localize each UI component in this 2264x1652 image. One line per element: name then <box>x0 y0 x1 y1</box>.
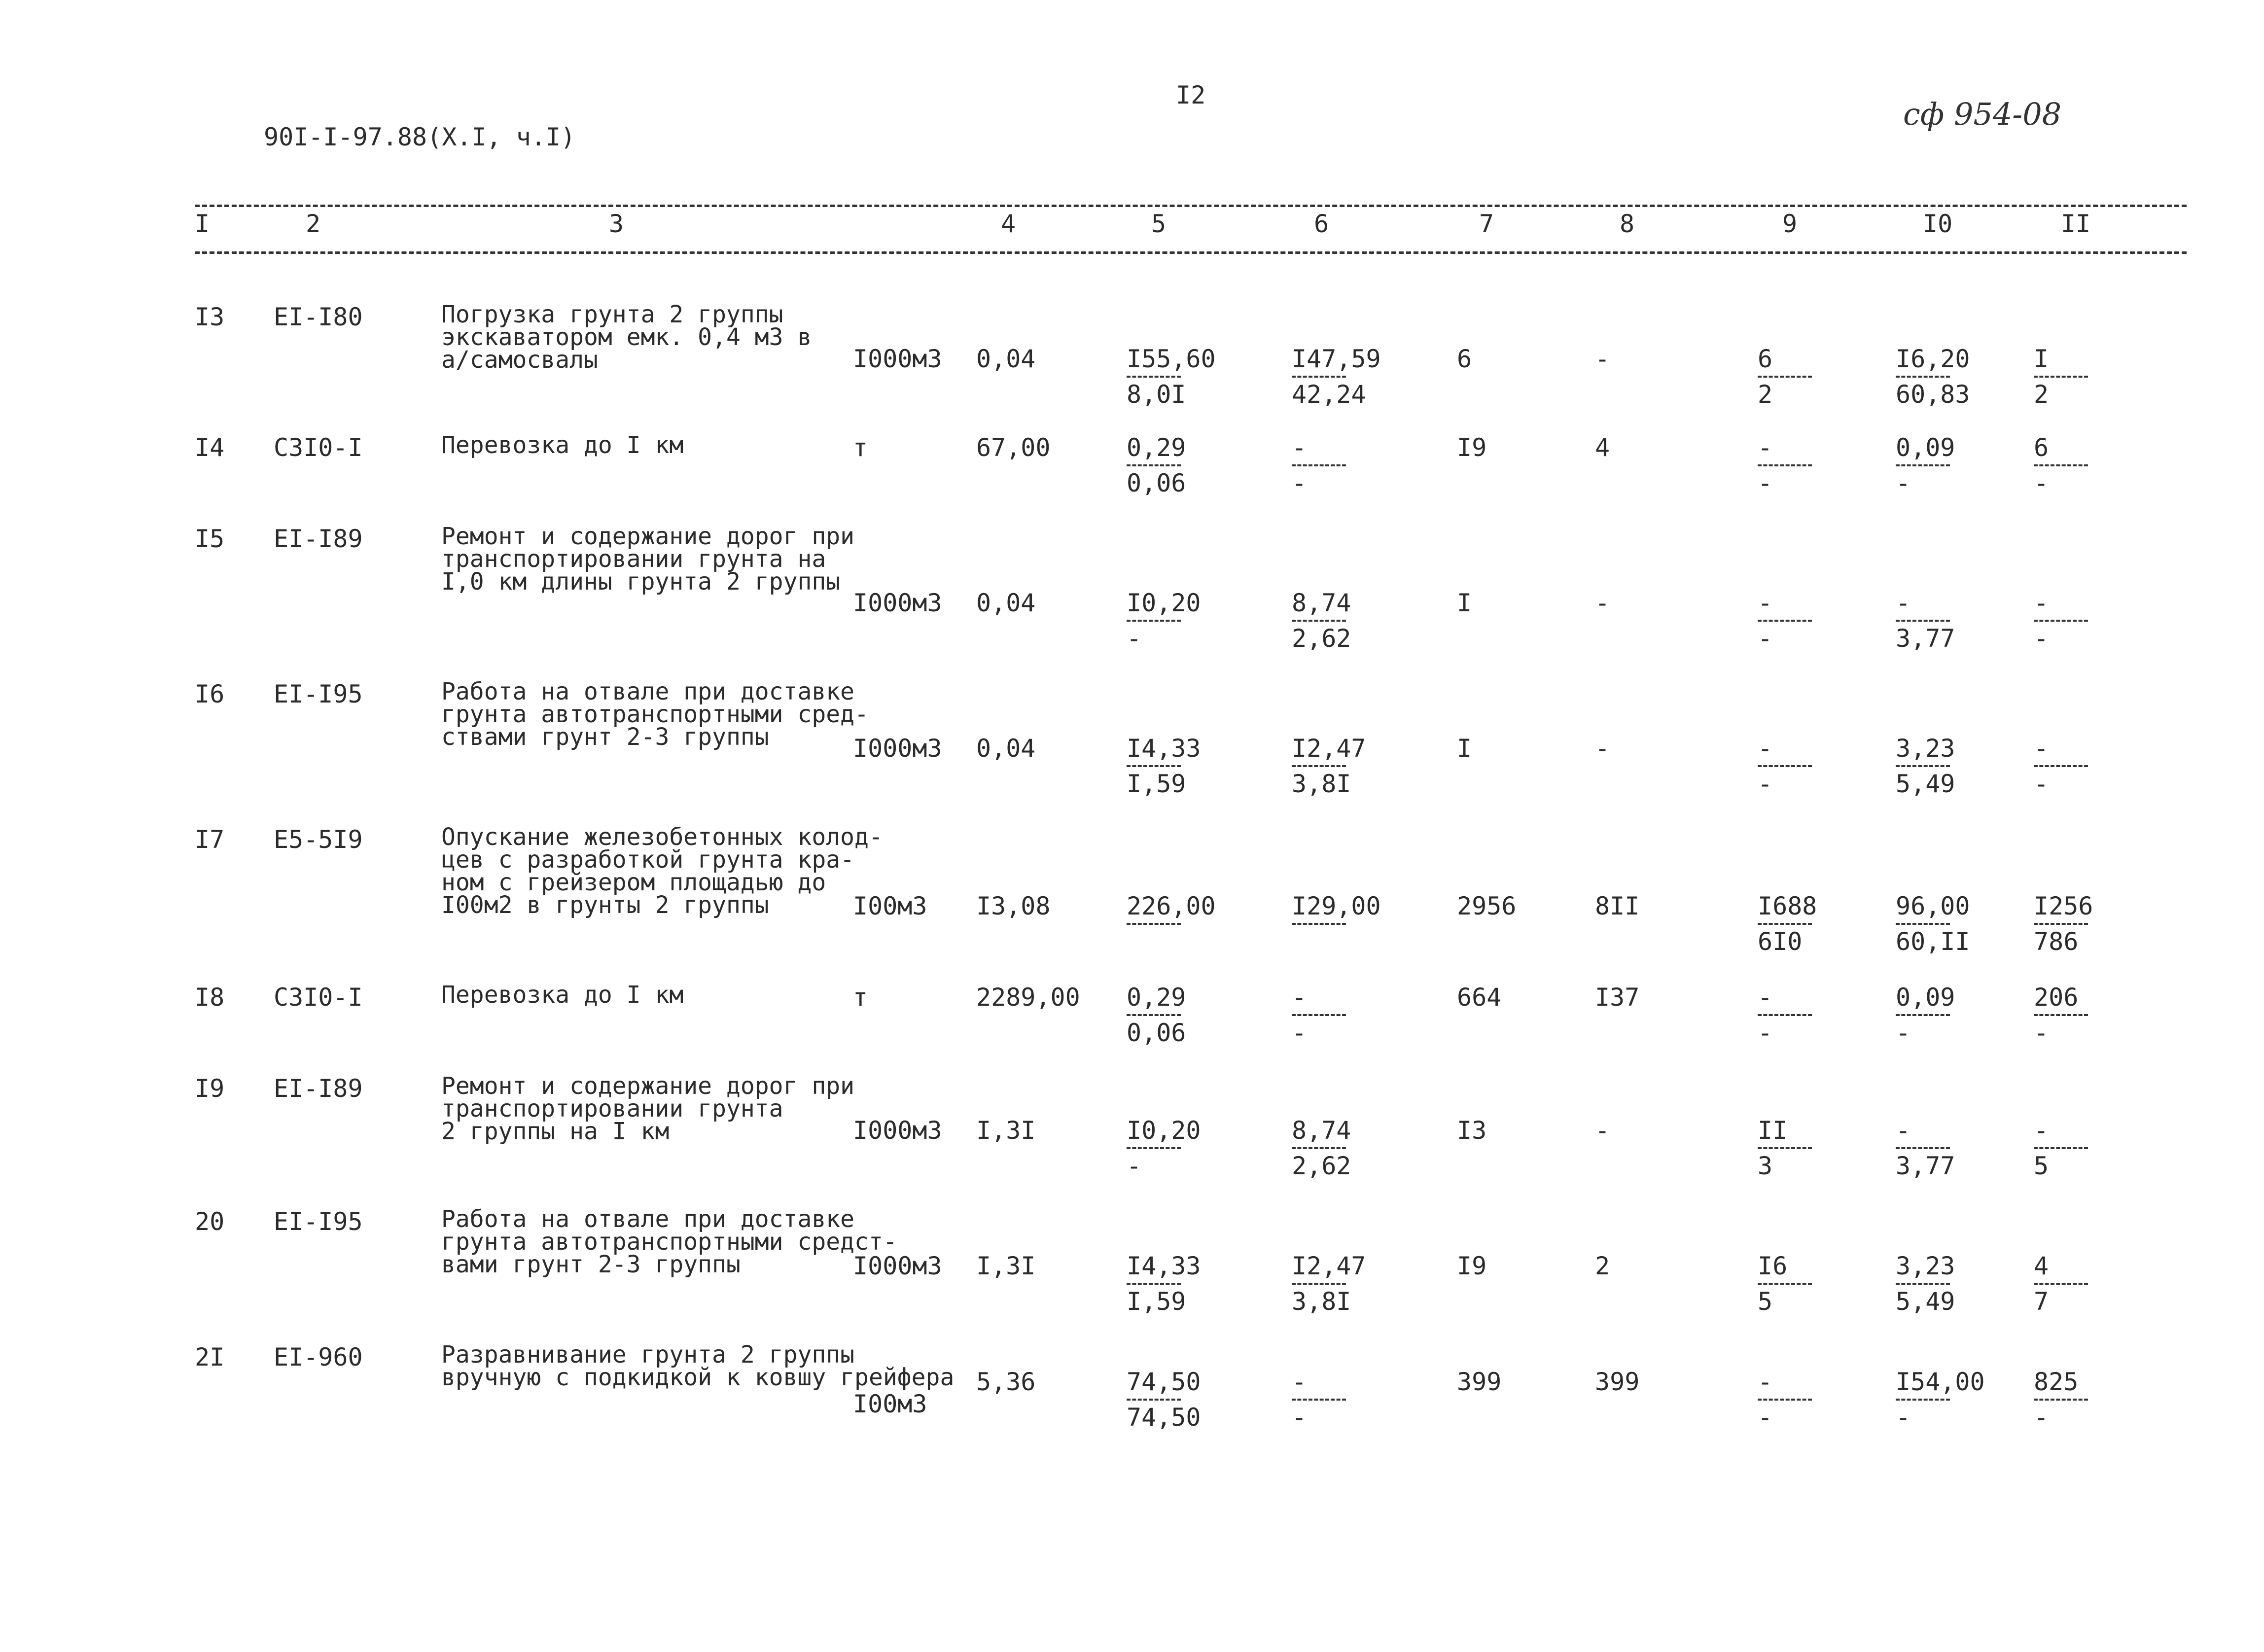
unit-cost-total-fraction-bar <box>1127 620 1181 622</box>
total-cost: I3 <box>1457 1116 1487 1145</box>
unit-cost-total <box>1127 589 1201 652</box>
quantity: 67,00 <box>976 433 1051 462</box>
unit-cost-machines <box>1292 735 1366 798</box>
unit-cost-total-numerator: I0,20 <box>1127 1116 1201 1145</box>
labour-total-denominator: 786 <box>2034 927 2079 956</box>
unit-cost-total <box>1127 1117 1201 1180</box>
norm-code: С3I0-I <box>274 433 363 462</box>
total-cost: I <box>1457 589 1472 617</box>
labour-total-numerator: - <box>2034 734 2049 763</box>
labour-per-unit-fraction-bar <box>1896 1147 1950 1149</box>
wages: - <box>1595 589 1610 617</box>
unit-cost-machines-numerator: - <box>1292 433 1307 462</box>
unit: I000м3 <box>853 734 942 763</box>
machine-operation-numerator: I6 <box>1758 1252 1788 1280</box>
unit-cost-total <box>1127 892 1216 955</box>
work-description: Разравнивание грунта 2 группы вручную с подкидкой к ковшу грейфера <box>441 1341 955 1391</box>
labour-total <box>2034 345 2088 408</box>
column-header-1: I <box>195 210 210 238</box>
labour-per-unit-denominator: 3,77 <box>1896 624 1955 653</box>
unit-cost-machines-denominator: 2,62 <box>1292 624 1351 653</box>
quantity: I,3I <box>976 1116 1036 1145</box>
unit-cost-total-fraction-bar <box>1127 376 1181 378</box>
labour-per-unit <box>1896 1252 1955 1315</box>
unit-cost-machines-fraction-bar <box>1292 1014 1346 1016</box>
labour-per-unit-fraction-bar <box>1896 1283 1950 1285</box>
labour-total <box>2034 984 2088 1047</box>
unit-cost-machines <box>1292 892 1381 955</box>
machine-operation <box>1758 1368 1812 1431</box>
wages: - <box>1595 734 1610 763</box>
labour-total-denominator: - <box>2034 624 2049 653</box>
machine-operation-denominator: - <box>1758 469 1773 497</box>
machine-operation <box>1758 735 1812 798</box>
labour-per-unit-fraction-bar <box>1896 1014 1950 1016</box>
work-description: Ремонт и содержание дорог при транспортировании грунта 2 группы на I км <box>441 1072 855 1145</box>
unit-cost-machines-fraction-bar <box>1292 765 1346 767</box>
unit: т <box>853 433 868 462</box>
unit-cost-machines-fraction-bar <box>1292 1147 1346 1149</box>
machine-operation-denominator: - <box>1758 1019 1773 1047</box>
work-description: Работа на отвале при доставке грунта автотранспортными средст- вами грунт 2-3 группы <box>441 1205 897 1278</box>
unit-cost-total-numerator: I0,20 <box>1127 589 1201 617</box>
labour-per-unit-fraction-bar <box>1896 1399 1950 1401</box>
labour-total-fraction-bar <box>2034 765 2088 767</box>
machine-operation-denominator: 3 <box>1758 1152 1773 1180</box>
unit-cost-total-fraction-bar <box>1127 464 1181 466</box>
machine-operation-fraction-bar <box>1758 1014 1812 1016</box>
norm-code: EI-I95 <box>274 1207 363 1236</box>
labour-per-unit-fraction-bar <box>1896 923 1950 925</box>
machine-operation-fraction-bar <box>1758 376 1812 378</box>
labour-per-unit-fraction-bar <box>1896 765 1950 767</box>
unit-cost-machines-denominator: 3,8I <box>1292 770 1351 798</box>
quantity: 5,36 <box>976 1368 1036 1396</box>
unit-cost-machines-denominator: 2,62 <box>1292 1152 1351 1180</box>
unit-cost-machines-denominator: 3,8I <box>1292 1287 1351 1316</box>
unit-cost-total-fraction-bar <box>1127 765 1181 767</box>
machine-operation-denominator: 2 <box>1758 380 1773 409</box>
unit-cost-total-numerator: I4,33 <box>1127 1252 1201 1280</box>
norm-code: E5-5I9 <box>274 825 363 854</box>
column-header-10: I0 <box>1923 210 1953 238</box>
machine-operation <box>1758 1252 1812 1315</box>
row-number: I3 <box>195 303 225 331</box>
norm-code: EI-960 <box>274 1343 363 1371</box>
work-description: Перевозка до I км <box>441 431 684 459</box>
machine-operation-denominator: - <box>1758 1403 1773 1432</box>
unit-cost-machines-denominator <box>1292 928 1381 955</box>
machine-operation <box>1758 892 1817 955</box>
labour-total-denominator: 2 <box>2034 380 2049 409</box>
unit: I00м3 <box>853 1390 927 1418</box>
unit-cost-machines <box>1292 1117 1351 1180</box>
row-number: I4 <box>195 433 225 462</box>
unit-cost-machines <box>1292 984 1346 1047</box>
column-header-7: 7 <box>1479 210 1494 238</box>
unit-cost-machines <box>1292 1252 1366 1315</box>
unit-cost-total-fraction-bar <box>1127 1399 1181 1401</box>
unit-cost-total-denominator: - <box>1127 624 1142 653</box>
column-header-3: 3 <box>609 210 624 238</box>
norm-code: EI-I89 <box>274 1074 363 1103</box>
unit-cost-total-denominator: I,59 <box>1127 1287 1186 1316</box>
column-header-6: 6 <box>1314 210 1329 238</box>
unit-cost-total <box>1127 345 1216 408</box>
unit-cost-total-denominator <box>1127 928 1216 955</box>
labour-total-numerator: I <box>2034 345 2049 373</box>
machine-operation <box>1758 434 1812 497</box>
row-number: 2I <box>195 1343 225 1371</box>
work-description: Погрузка грунта 2 группы экскаватором емк. 0,4 м3 в а/самосвалы <box>441 301 812 374</box>
labour-per-unit-numerator: I54,00 <box>1896 1368 1985 1396</box>
labour-total-fraction-bar <box>2034 464 2088 466</box>
wages: - <box>1595 345 1610 373</box>
machine-operation <box>1758 589 1812 652</box>
total-cost: 6 <box>1457 345 1472 373</box>
quantity: 0,04 <box>976 589 1036 617</box>
total-cost: I9 <box>1457 1252 1487 1280</box>
labour-per-unit-denominator: - <box>1896 1019 1911 1047</box>
labour-total-denominator: - <box>2034 469 2049 497</box>
labour-total-numerator: - <box>2034 1116 2049 1145</box>
unit-cost-machines-numerator: I2,47 <box>1292 734 1366 763</box>
unit-cost-machines-denominator: - <box>1292 1403 1307 1432</box>
wages: I37 <box>1595 983 1640 1012</box>
machine-operation <box>1758 984 1812 1047</box>
unit-cost-total-fraction-bar <box>1127 1283 1181 1285</box>
labour-total <box>2034 589 2088 652</box>
unit-cost-total-denominator: - <box>1127 1152 1142 1180</box>
total-cost: 399 <box>1457 1368 1502 1396</box>
labour-per-unit-denominator: 5,49 <box>1896 1287 1955 1316</box>
machine-operation-denominator: 5 <box>1758 1287 1773 1316</box>
labour-total-denominator: - <box>2034 770 2049 798</box>
unit-cost-total-denominator: 0,06 <box>1127 469 1186 497</box>
quantity: I,3I <box>976 1252 1036 1280</box>
labour-total-fraction-bar <box>2034 1014 2088 1016</box>
row-number: 20 <box>195 1207 225 1236</box>
labour-total <box>2034 1252 2088 1315</box>
labour-per-unit-numerator: 96,00 <box>1896 892 1970 920</box>
labour-per-unit-numerator: 3,23 <box>1896 734 1955 763</box>
unit-cost-machines-numerator: - <box>1292 983 1307 1012</box>
labour-per-unit <box>1896 892 1970 955</box>
unit: I00м3 <box>853 892 927 920</box>
wages: - <box>1595 1116 1610 1145</box>
unit: I000м3 <box>853 345 942 373</box>
unit-cost-total-denominator: 0,06 <box>1127 1019 1186 1047</box>
machine-operation-fraction-bar <box>1758 923 1812 925</box>
column-header-4: 4 <box>1001 210 1016 238</box>
machine-operation-numerator: - <box>1758 734 1773 763</box>
handwritten-mark: сф 954-08 <box>1903 96 2062 132</box>
labour-per-unit-denominator: 5,49 <box>1896 770 1955 798</box>
labour-total-fraction-bar <box>2034 1147 2088 1149</box>
labour-per-unit <box>1896 735 1955 798</box>
work-description: Работа на отвале при доставке грунта автотранспортными сред- ствами грунт 2-3 группы <box>441 678 869 751</box>
unit-cost-total-denominator: 8,0I <box>1127 380 1186 409</box>
total-cost: 2956 <box>1457 892 1517 920</box>
work-description: Опускание железобетонных колод- цев с разработкой грунта кра- ном с грейзером площадью до I00м2 в грунты 2 группы <box>441 823 883 919</box>
labour-per-unit-numerator: 3,23 <box>1896 1252 1955 1280</box>
unit-cost-machines-numerator: I2,47 <box>1292 1252 1366 1280</box>
unit-cost-total-numerator: 226,00 <box>1127 892 1216 920</box>
unit-cost-total-numerator: 0,29 <box>1127 433 1186 462</box>
column-header-5: 5 <box>1151 210 1167 238</box>
labour-total-fraction-bar <box>2034 1283 2088 1285</box>
labour-total-fraction-bar <box>2034 1399 2088 1401</box>
machine-operation-numerator: - <box>1758 1368 1773 1396</box>
row-number: I8 <box>195 983 225 1012</box>
unit-cost-total-fraction-bar <box>1127 923 1181 925</box>
machine-operation-denominator: - <box>1758 624 1773 653</box>
quantity: 2289,00 <box>976 983 1080 1012</box>
machine-operation-numerator: I688 <box>1758 892 1817 920</box>
unit: I000м3 <box>853 1252 942 1280</box>
unit-cost-total <box>1127 1252 1201 1315</box>
labour-per-unit <box>1896 434 1955 497</box>
unit-cost-total-fraction-bar <box>1127 1014 1181 1016</box>
machine-operation <box>1758 345 1812 408</box>
page-number: I2 <box>1176 81 1206 109</box>
quantity: I3,08 <box>976 892 1051 920</box>
unit: I000м3 <box>853 589 942 617</box>
machine-operation-fraction-bar <box>1758 765 1812 767</box>
labour-total-denominator: - <box>2034 1019 2049 1047</box>
unit-cost-machines-denominator: 42,24 <box>1292 380 1366 409</box>
unit-cost-total <box>1127 1368 1201 1431</box>
labour-total-numerator: - <box>2034 589 2049 617</box>
unit-cost-machines-fraction-bar <box>1292 1283 1346 1285</box>
unit-cost-machines-fraction-bar <box>1292 923 1346 925</box>
machine-operation-denominator: 6I0 <box>1758 927 1803 956</box>
column-header-9: 9 <box>1782 210 1798 238</box>
wages: 2 <box>1595 1252 1610 1280</box>
labour-per-unit-numerator: - <box>1896 589 1911 617</box>
labour-total-fraction-bar <box>2034 620 2088 622</box>
unit-cost-machines-fraction-bar <box>1292 1399 1346 1401</box>
unit-cost-total-denominator: I,59 <box>1127 770 1186 798</box>
machine-operation-fraction-bar <box>1758 620 1812 622</box>
unit-cost-machines-numerator: I29,00 <box>1292 892 1381 920</box>
row-number: I6 <box>195 680 225 708</box>
quantity: 0,04 <box>976 734 1036 763</box>
machine-operation-denominator: - <box>1758 770 1773 798</box>
norm-code: EI-I89 <box>274 525 363 553</box>
header-top-rule <box>195 205 2187 207</box>
unit-cost-machines-denominator: - <box>1292 1019 1307 1047</box>
unit-cost-total-numerator: 74,50 <box>1127 1368 1201 1396</box>
wages: 399 <box>1595 1368 1640 1396</box>
work-description: Ремонт и содержание дорог при транспортировании грунта на I,0 км длины грунта 2 группы <box>441 523 855 596</box>
unit: т <box>853 983 868 1012</box>
labour-total-numerator: 6 <box>2034 433 2049 462</box>
machine-operation-fraction-bar <box>1758 1283 1812 1285</box>
unit-cost-machines <box>1292 434 1346 497</box>
total-cost: I <box>1457 734 1472 763</box>
machine-operation-numerator: - <box>1758 589 1773 617</box>
labour-total-fraction-bar <box>2034 376 2088 378</box>
unit: I000м3 <box>853 1116 942 1145</box>
unit-cost-machines-fraction-bar <box>1292 464 1346 466</box>
machine-operation-numerator: - <box>1758 983 1773 1012</box>
unit-cost-total-numerator: I55,60 <box>1127 345 1216 373</box>
norm-code: С3I0-I <box>274 983 363 1012</box>
labour-total-denominator: 5 <box>2034 1152 2049 1180</box>
column-header-11: II <box>2061 210 2091 238</box>
column-header-2: 2 <box>306 210 321 238</box>
machine-operation <box>1758 1117 1812 1180</box>
unit-cost-machines <box>1292 1368 1346 1431</box>
unit-cost-total <box>1127 434 1186 497</box>
work-description: Перевозка до I км <box>441 981 684 1009</box>
machine-operation-fraction-bar <box>1758 1147 1812 1149</box>
unit-cost-total-numerator: I4,33 <box>1127 734 1201 763</box>
wages: 8II <box>1595 892 1640 920</box>
labour-per-unit-denominator: - <box>1896 1403 1911 1432</box>
unit-cost-total <box>1127 735 1201 798</box>
labour-total <box>2034 892 2093 955</box>
unit-cost-machines <box>1292 345 1381 408</box>
quantity: 0,04 <box>976 345 1036 373</box>
labour-per-unit-fraction-bar <box>1896 464 1950 466</box>
unit-cost-machines-numerator: I47,59 <box>1292 345 1381 373</box>
labour-per-unit-denominator: 60,II <box>1896 927 1970 956</box>
labour-per-unit <box>1896 1117 1955 1180</box>
unit-cost-total <box>1127 984 1186 1047</box>
unit-cost-machines-fraction-bar <box>1292 376 1346 378</box>
machine-operation-fraction-bar <box>1758 1399 1812 1401</box>
document-code: 90I-I-97.88(X.I, ч.I) <box>264 123 576 151</box>
unit-cost-total-numerator: 0,29 <box>1127 983 1186 1012</box>
labour-per-unit-denominator: 60,83 <box>1896 380 1970 409</box>
machine-operation-numerator: 6 <box>1758 345 1773 373</box>
labour-total-numerator: I256 <box>2034 892 2093 920</box>
labour-per-unit-denominator: 3,77 <box>1896 1152 1955 1180</box>
labour-per-unit <box>1896 589 1955 652</box>
total-cost: 664 <box>1457 983 1502 1012</box>
column-header-8: 8 <box>1620 210 1635 238</box>
labour-total-numerator: 4 <box>2034 1252 2049 1280</box>
labour-per-unit <box>1896 345 1970 408</box>
labour-per-unit-numerator: 0,09 <box>1896 433 1955 462</box>
row-number: I7 <box>195 825 225 854</box>
unit-cost-machines <box>1292 589 1351 652</box>
row-number: I9 <box>195 1074 225 1103</box>
labour-per-unit <box>1896 1368 1985 1431</box>
unit-cost-total-denominator: 74,50 <box>1127 1403 1201 1432</box>
labour-total-numerator: 825 <box>2034 1368 2079 1396</box>
total-cost: I9 <box>1457 433 1487 462</box>
unit-cost-total-fraction-bar <box>1127 1147 1181 1149</box>
labour-per-unit-numerator: - <box>1896 1116 1911 1145</box>
labour-total-fraction-bar <box>2034 923 2088 925</box>
labour-total <box>2034 735 2088 798</box>
machine-operation-fraction-bar <box>1758 464 1812 466</box>
labour-per-unit-numerator: I6,20 <box>1896 345 1970 373</box>
labour-per-unit-denominator: - <box>1896 469 1911 497</box>
norm-code: EI-I80 <box>274 303 363 331</box>
unit-cost-machines-numerator: 8,74 <box>1292 589 1351 617</box>
labour-total <box>2034 1117 2088 1180</box>
labour-per-unit <box>1896 984 1955 1047</box>
labour-total-denominator: 7 <box>2034 1287 2049 1316</box>
unit-cost-machines-numerator: - <box>1292 1368 1307 1396</box>
labour-total-numerator: 206 <box>2034 983 2079 1012</box>
header-bottom-rule <box>195 251 2187 254</box>
labour-per-unit-fraction-bar <box>1896 376 1950 378</box>
labour-total <box>2034 434 2088 497</box>
unit-cost-machines-denominator: - <box>1292 469 1307 497</box>
labour-total-denominator: - <box>2034 1403 2049 1432</box>
labour-per-unit-numerator: 0,09 <box>1896 983 1955 1012</box>
labour-per-unit-fraction-bar <box>1896 620 1950 622</box>
unit-cost-machines-numerator: 8,74 <box>1292 1116 1351 1145</box>
machine-operation-numerator: - <box>1758 433 1773 462</box>
norm-code: EI-I95 <box>274 680 363 708</box>
row-number: I5 <box>195 525 225 553</box>
labour-total <box>2034 1368 2088 1431</box>
machine-operation-numerator: II <box>1758 1116 1788 1145</box>
wages: 4 <box>1595 433 1610 462</box>
unit-cost-machines-fraction-bar <box>1292 620 1346 622</box>
